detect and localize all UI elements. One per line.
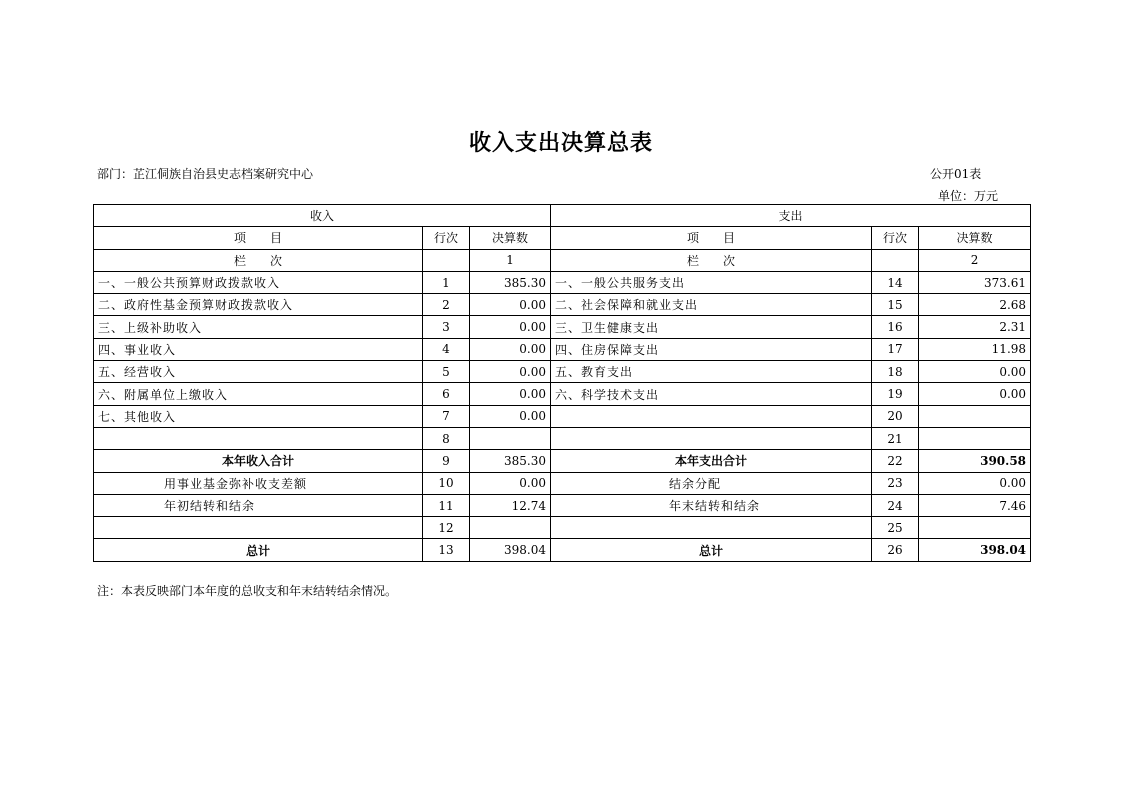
expense-row-no: 21 <box>872 427 919 449</box>
empty-cell <box>872 249 919 271</box>
income-item: 年初结转和结余 <box>94 494 423 516</box>
column-header-row <box>94 227 1031 249</box>
income-item: 一、一般公共预算财政拨款收入 <box>94 271 423 293</box>
income-item <box>94 517 423 539</box>
table-row <box>94 517 1031 539</box>
income-item: 二、政府性基金预算财政拨款收入 <box>94 294 423 316</box>
expense-amount <box>919 405 1031 427</box>
expense-row-no: 17 <box>872 338 919 360</box>
expense-row-no: 26 <box>872 539 919 561</box>
income-amount: 0.00 <box>470 338 551 360</box>
total-row <box>94 539 1031 561</box>
income-amount <box>470 517 551 539</box>
expense-subtotal-amount: 390.58 <box>919 450 1031 472</box>
income-subtotal-amount: 385.30 <box>470 450 551 472</box>
expense-item: 五、教育支出 <box>551 361 872 383</box>
expense-item: 六、科学技术支出 <box>551 383 872 405</box>
expense-section-header: 支出 <box>551 205 1031 227</box>
section-header-row <box>94 205 1031 227</box>
income-item: 七、其他收入 <box>94 405 423 427</box>
income-amount-header: 决算数 <box>470 227 551 249</box>
expense-column-label: 栏 次 <box>551 249 872 271</box>
empty-cell <box>423 249 470 271</box>
income-column-index: 1 <box>470 249 551 271</box>
income-item-header: 项 目 <box>94 227 423 249</box>
footnote: 注：本表反映部门本年度的总收支和年末结转结余情况。 <box>97 584 398 598</box>
expense-amount: 11.98 <box>919 338 1031 360</box>
expense-row-no: 20 <box>872 405 919 427</box>
expense-subtotal-label: 本年支出合计 <box>551 450 872 472</box>
income-amount: 0.00 <box>470 294 551 316</box>
unit-label: 单位：万元 <box>938 189 999 203</box>
income-item: 五、经营收入 <box>94 361 423 383</box>
income-amount: 385.30 <box>470 271 551 293</box>
table-row <box>94 361 1031 383</box>
expense-amount: 7.46 <box>919 494 1031 516</box>
expense-amount: 0.00 <box>919 472 1031 494</box>
expense-item: 三、卫生健康支出 <box>551 316 872 338</box>
income-item: 用事业基金弥补收支差额 <box>94 472 423 494</box>
department-label: 部门：芷江侗族自治县史志档案研究中心 <box>97 167 314 181</box>
form-number: 公开01表 <box>930 167 982 181</box>
income-subtotal-label: 本年收入合计 <box>94 450 423 472</box>
expense-item <box>551 405 872 427</box>
expense-amount: 2.31 <box>919 316 1031 338</box>
expense-item <box>551 427 872 449</box>
income-row-no: 6 <box>423 383 470 405</box>
income-expense-table <box>93 204 1031 562</box>
income-row-no: 12 <box>423 517 470 539</box>
income-amount: 12.74 <box>470 494 551 516</box>
income-column-label: 栏 次 <box>94 249 423 271</box>
expense-amount-header: 决算数 <box>919 227 1031 249</box>
expense-row-no: 23 <box>872 472 919 494</box>
expense-item: 四、住房保障支出 <box>551 338 872 360</box>
income-row-no: 7 <box>423 405 470 427</box>
expense-row-no: 19 <box>872 383 919 405</box>
expense-amount <box>919 427 1031 449</box>
income-row-no: 2 <box>423 294 470 316</box>
expense-item-header: 项 目 <box>551 227 872 249</box>
expense-row-no: 15 <box>872 294 919 316</box>
table-row <box>94 271 1031 293</box>
expense-item: 二、社会保障和就业支出 <box>551 294 872 316</box>
expense-row-no: 24 <box>872 494 919 516</box>
income-item: 六、附属单位上缴收入 <box>94 383 423 405</box>
expense-amount: 373.61 <box>919 271 1031 293</box>
income-amount: 0.00 <box>470 405 551 427</box>
table-row <box>94 427 1031 449</box>
income-total-amount: 398.04 <box>470 539 551 561</box>
expense-amount: 2.68 <box>919 294 1031 316</box>
income-amount: 0.00 <box>470 472 551 494</box>
expense-total-label: 总计 <box>551 539 872 561</box>
table-row <box>94 316 1031 338</box>
expense-rowno-header: 行次 <box>872 227 919 249</box>
income-row-no: 9 <box>423 450 470 472</box>
income-rowno-header: 行次 <box>423 227 470 249</box>
expense-row-no: 16 <box>872 316 919 338</box>
expense-row-no: 14 <box>872 271 919 293</box>
income-item <box>94 427 423 449</box>
income-row-no: 10 <box>423 472 470 494</box>
income-amount: 0.00 <box>470 361 551 383</box>
income-row-no: 13 <box>423 539 470 561</box>
table-row <box>94 405 1031 427</box>
income-item: 四、事业收入 <box>94 338 423 360</box>
income-amount: 0.00 <box>470 383 551 405</box>
expense-amount <box>919 517 1031 539</box>
income-row-no: 4 <box>423 338 470 360</box>
income-row-no: 3 <box>423 316 470 338</box>
expense-item: 一、一般公共服务支出 <box>551 271 872 293</box>
expense-total-amount: 398.04 <box>919 539 1031 561</box>
expense-row-no: 18 <box>872 361 919 383</box>
expense-row-no: 25 <box>872 517 919 539</box>
income-amount: 0.00 <box>470 316 551 338</box>
page-title: 收入支出决算总表 <box>468 131 653 156</box>
expense-amount: 0.00 <box>919 361 1031 383</box>
subtotal-row <box>94 450 1031 472</box>
column-index-row <box>94 249 1031 271</box>
expense-item <box>551 517 872 539</box>
income-amount <box>470 427 551 449</box>
expense-row-no: 22 <box>872 450 919 472</box>
expense-column-index: 2 <box>919 249 1031 271</box>
income-total-label: 总计 <box>94 539 423 561</box>
expense-amount: 0.00 <box>919 383 1031 405</box>
income-row-no: 11 <box>423 494 470 516</box>
table-row <box>94 294 1031 316</box>
income-row-no: 8 <box>423 427 470 449</box>
expense-item: 年末结转和结余 <box>551 494 872 516</box>
table-row <box>94 338 1031 360</box>
income-row-no: 5 <box>423 361 470 383</box>
income-item: 三、上级补助收入 <box>94 316 423 338</box>
income-row-no: 1 <box>423 271 470 293</box>
expense-item: 结余分配 <box>551 472 872 494</box>
income-section-header: 收入 <box>94 205 551 227</box>
table-row <box>94 494 1031 516</box>
table-row <box>94 383 1031 405</box>
table-row <box>94 472 1031 494</box>
